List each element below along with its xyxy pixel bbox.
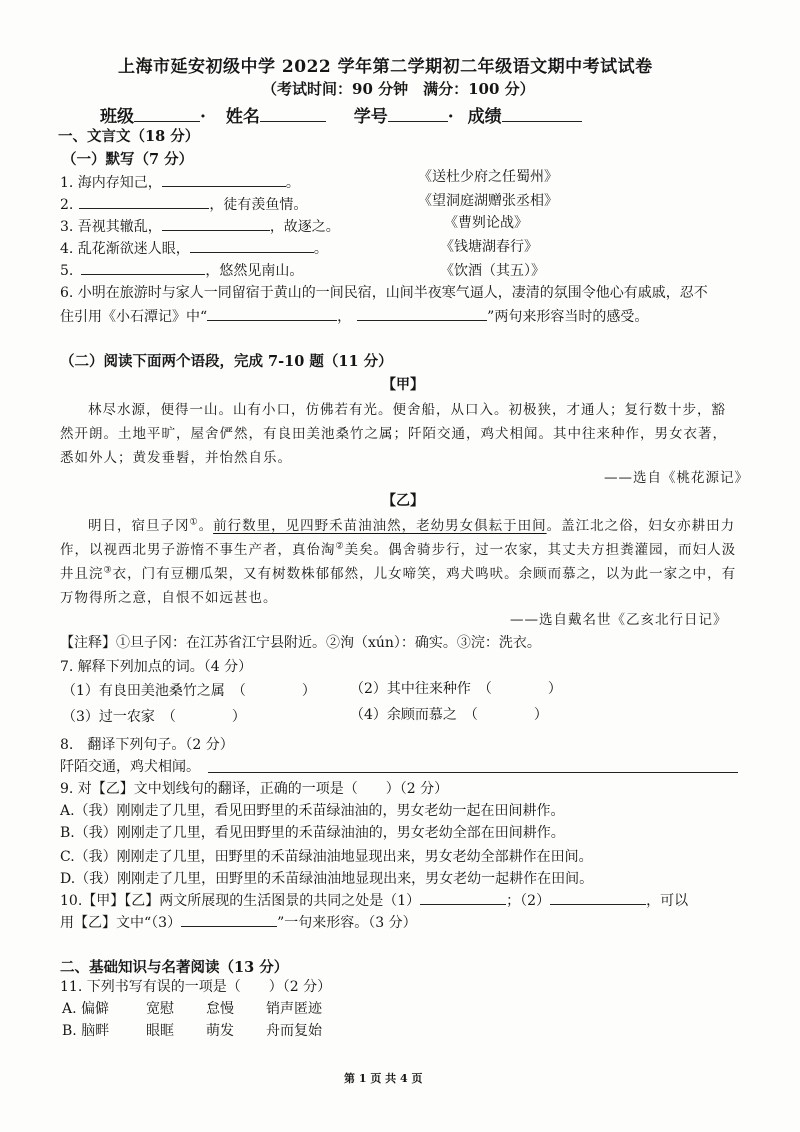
exam-subtitle: （考试时间：90 分钟 满分：100 分） (262, 80, 535, 98)
class-label: 班级 (100, 107, 134, 127)
underlined-sentence: 前行数里，见四野禾苗油油然，老幼男女俱耘于田间 (213, 518, 547, 534)
yi-label: 【乙】 (382, 493, 424, 509)
part2-title: （二）阅读下面两个语段，完成 7-10 题（11 分） (60, 353, 393, 370)
q7-c: （3）过一农家 （ ） (62, 709, 246, 725)
q9-option-c: C.（我）刚刚走了几里，田野里的禾苗绿油油地显现出来，男女老幼全部耕作在田间。 (60, 849, 593, 865)
jia-label: 【甲】 (382, 377, 424, 393)
q5: 5. ，悠然见南山。 (60, 260, 303, 280)
q6-line2: 住引用《小石潭记》中“ ， ”两句来形容当时的感受。 (60, 306, 648, 326)
q10-line2: 用【乙】文中“（3） ”一句来形容。（3 分） (60, 912, 417, 932)
q9-option-d: D.（我）刚刚走了几里，田野里的禾苗绿油油地显现出来，男女老幼一起耕作在田间。 (60, 871, 594, 887)
q11-option-b: B. 脑畔 眼眶 萌发 舟而复始 (62, 1023, 322, 1039)
notes: 【注释】①旦子冈：在江苏省江宁县附近。②洵（xún）：确实。③浣：洗衣。 (60, 635, 541, 651)
jia-line3: 悉如外人；黄发垂髫，并怡然自乐。 (60, 450, 292, 466)
page-footer: 第 1 页 共 4 页 (344, 1072, 423, 1085)
q10-blank-3[interactable] (181, 912, 277, 927)
q7-title: 7. 解释下列加点的词。（4 分） (60, 659, 253, 675)
q7-b: （2）其中往来种作 （ ） (350, 681, 562, 697)
student-info-row: 班级 · 姓名 学号 · 成绩 (100, 102, 582, 127)
q10-line1: 10.【甲】【乙】两文所展现的生活图景的共同之处是（1） ；（2） ，可以 (60, 890, 688, 910)
part1-title: （一）默写（7 分） (62, 151, 194, 168)
q6-blank-1[interactable] (207, 306, 337, 321)
q10-blank-2[interactable] (550, 890, 646, 905)
yi-line1: 明日，宿旦子冈①。前行数里，见四野禾苗油油然，老幼男女俱耘于田间。盖江北之俗，妇女亦耕田力 (88, 517, 736, 534)
q8-answer-line[interactable] (208, 772, 738, 773)
score-label: 成绩 (467, 107, 502, 127)
jia-line2: 然开朗。土地平旷，屋舍俨然，有良田美池桑竹之属；阡陌交通，鸡犬相闻。其中往来种作，男女衣著， (60, 426, 727, 442)
q1: 1. 海内存知己， 。 (60, 172, 300, 192)
q2-blank[interactable] (79, 194, 209, 209)
q7-d: （4）余顾而慕之 （ ） (350, 707, 548, 723)
q8-title: 8. 翻译下列句子。（2 分） (60, 737, 234, 753)
q5-source: 《饮酒（其五）》 (440, 263, 545, 279)
yi-source: ——选自戴名世《乙亥北行日记》 (510, 612, 728, 628)
q3-blank[interactable] (162, 216, 270, 231)
q8-text: 阡陌交通，鸡犬相闻。 (60, 759, 200, 775)
q3: 3. 吾视其辙乱， ，故逐之。 (60, 216, 340, 236)
q7-a: （1）有良田美池桑竹之属 （ ） (62, 683, 316, 699)
yi-line3: 井且浣③衣，门有豆棚瓜架，又有树数株郁郁然，儿女啼笑，鸡犬鸣吠。余顾而慕之，以为此一家之中，有 (60, 565, 737, 582)
section2-title: 二、基础知识与名著阅读（13 分） (60, 959, 289, 976)
name-label: 姓名 (225, 107, 260, 127)
q1-blank[interactable] (162, 172, 286, 187)
q6-line1: 6. 小明在旅游时与家人一同留宿于黄山的一间民宿，山间半夜寒气逼人，凄清的氛围令他心有戚戚，忍不 (60, 285, 708, 301)
yi-line4: 万物得所之意，自恨不如远甚也。 (60, 590, 278, 606)
q2: 2. ，徒有羡鱼情。 (60, 194, 307, 214)
name-blank[interactable] (260, 107, 326, 122)
jia-source: ——选自《桃花源记》 (604, 470, 749, 486)
q9-title: 9. 对【乙】文中划线句的翻译，正确的一项是（ ）（2 分） (60, 781, 449, 797)
q4-source: 《钱塘湖春行》 (440, 239, 538, 255)
q5-blank[interactable] (81, 260, 205, 275)
q6-blank-2[interactable] (357, 306, 487, 321)
jia-line1: 林尽水源，便得一山。山有小口，仿佛若有光。便舍船，从口入。初极狭，才通人；复行数十步，豁 (88, 402, 726, 418)
q4: 4. 乱花渐欲迷人眼， 。 (60, 238, 328, 258)
id-blank[interactable] (388, 107, 448, 122)
q4-blank[interactable] (190, 238, 314, 253)
class-blank[interactable] (134, 107, 200, 122)
q10-blank-1[interactable] (420, 890, 506, 905)
q9-option-a: A.（我）刚刚走了几里，看见田野里的禾苗绿油油的，男女老幼一起在田间耕作。 (60, 803, 565, 819)
id-label: 学号 (353, 107, 388, 127)
yi-line2: 作，以视西北男子游惰不事生产者，真佁淘②美矣。偶舍骑步行，过一农家，其丈夫方担粪灌园，而妇人汲 (60, 541, 737, 558)
section1-title: 一、文言文（18 分） (58, 128, 200, 145)
q3-source: 《曹刿论战》 (444, 215, 528, 231)
q1-source: 《送杜少府之任蜀州》 (418, 169, 558, 185)
q11-title: 11. 下列书写有误的一项是（ ）（2 分） (60, 979, 332, 995)
q9-option-b: B.（我）刚刚走了几里，看见田野里的禾苗绿油油的，男女老幼全部在田间耕作。 (60, 825, 565, 841)
q11-option-a: A. 偏僻 宽慰 怠慢 销声匿迹 (62, 1001, 322, 1017)
q2-source: 《望洞庭湖赠张丞相》 (418, 193, 558, 209)
score-blank[interactable] (502, 107, 582, 122)
exam-title: 上海市延安初级中学 2022 学年第二学期初二年级语文期中考试试卷 (118, 57, 653, 77)
